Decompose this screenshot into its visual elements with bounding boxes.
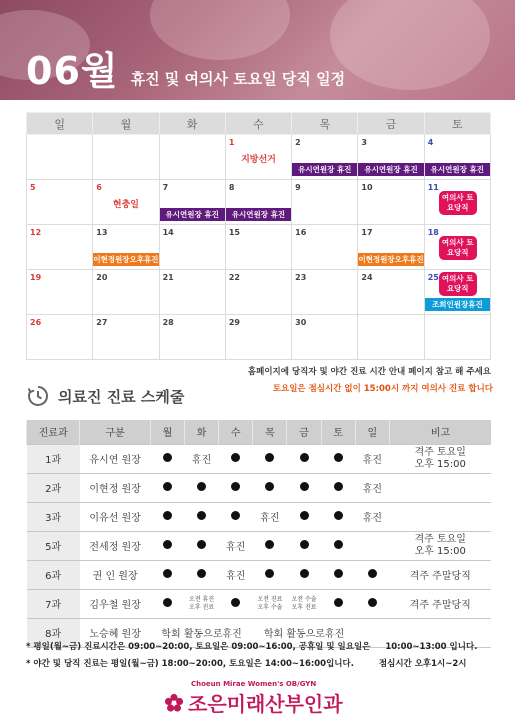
note-line: 격주 토요일 — [414, 533, 466, 545]
split-line: 오후 수술 — [257, 603, 283, 611]
doctor-name: 전세정 원장 — [80, 531, 150, 560]
calendar-cell-empty — [27, 135, 93, 180]
day-number: 19 — [30, 273, 42, 282]
doctor-name: 이현정 원장 — [80, 473, 150, 502]
dept-cell: 1과 — [27, 444, 80, 473]
table-row — [27, 531, 492, 560]
female-doctor-badge: 여의사 토요당직 — [439, 272, 477, 296]
available-dot — [163, 511, 172, 520]
calendar-cell — [424, 180, 490, 225]
split-cell — [287, 589, 321, 618]
available-dot — [163, 540, 172, 549]
available-dot — [197, 569, 206, 578]
day-number: 18 — [427, 228, 439, 237]
off-tag: 이현정원장오후휴진 — [93, 255, 159, 264]
header-name: 구분 — [80, 420, 150, 444]
calendar-cell — [159, 315, 225, 360]
note-cell — [389, 473, 491, 502]
header-note: 비고 — [389, 420, 491, 444]
available-dot — [163, 569, 172, 578]
weekday-thu: 목 — [292, 113, 358, 135]
banner-subtitle: 휴진 및 여의사 토요일 당직 일정 — [130, 70, 346, 88]
note-cell: 격주 주말당직 — [389, 589, 491, 618]
table-row — [27, 473, 492, 502]
calendar-cell — [159, 270, 225, 315]
off-tag: 유시연원장 휴진 — [425, 163, 490, 176]
calendar-cell-empty — [93, 135, 159, 180]
off-tag: 유시연원장 휴진 — [292, 163, 357, 176]
note-cell — [389, 444, 491, 473]
calendar-cell — [93, 270, 159, 315]
female-doctor-badge: 여의사 토요당직 — [439, 236, 477, 260]
footer-night-line — [26, 657, 467, 669]
table-row — [27, 589, 492, 618]
header-dept: 진료과 — [27, 420, 80, 444]
day-number: 27 — [96, 318, 108, 327]
day-number: 25 — [427, 273, 439, 282]
available-dot — [334, 511, 343, 520]
off-tag: 유시연원장 휴진 — [160, 208, 225, 221]
day-number: 9 — [295, 183, 301, 192]
day-number: 3 — [361, 138, 367, 147]
banner-title — [26, 40, 345, 95]
header-banner — [0, 0, 515, 100]
day-number: 15 — [228, 228, 240, 237]
day-number: 22 — [228, 273, 240, 282]
note-cell — [389, 531, 491, 560]
dept-cell: 5과 — [27, 531, 80, 560]
header-fri: 금 — [287, 420, 321, 444]
calendar-cell — [93, 315, 159, 360]
calendar-cell — [358, 225, 424, 270]
june-calendar — [26, 112, 491, 360]
day-number: 26 — [30, 318, 42, 327]
day-number: 14 — [162, 228, 174, 237]
available-dot — [163, 482, 172, 491]
available-dot — [163, 453, 172, 462]
off-cell: 휴진 — [355, 502, 389, 531]
available-dot — [265, 482, 274, 491]
empty-cell — [355, 531, 389, 560]
dept-cell: 7과 — [27, 589, 80, 618]
calendar-cell — [292, 315, 358, 360]
off-cell: 휴진 — [355, 444, 389, 473]
available-dot — [300, 569, 309, 578]
header-wed: 수 — [219, 420, 253, 444]
day-number: 20 — [96, 273, 108, 282]
calendar-cell — [159, 180, 225, 225]
footer-text: 점심시간 오후1시~2시 — [378, 659, 467, 669]
calendar-cell — [225, 135, 291, 180]
doctor-name: 유시연 원장 — [80, 444, 150, 473]
day-number: 12 — [30, 228, 42, 237]
calendar-cell — [424, 225, 490, 270]
homepage-notice: 홈페이지에 당직자 및 야간 진료 시간 안내 페이지 참고 해 주세요 — [247, 367, 491, 377]
day-number: 16 — [295, 228, 307, 237]
petal-decoration — [330, 0, 490, 90]
day-number: 7 — [162, 183, 169, 192]
dept-cell: 6과 — [27, 560, 80, 589]
available-dot — [163, 598, 172, 607]
calendar-cell — [292, 135, 358, 180]
flower-icon — [164, 693, 184, 713]
available-dot — [231, 598, 240, 607]
day-number: 4 — [427, 138, 434, 147]
table-row — [27, 502, 492, 531]
calendar-cell-empty — [159, 135, 225, 180]
day-number: 29 — [228, 318, 240, 327]
available-dot — [231, 482, 240, 491]
calendar-cell — [225, 315, 291, 360]
available-dot — [300, 453, 309, 462]
off-cell: 휴진 — [219, 560, 253, 589]
available-dot — [334, 482, 343, 491]
doctor-schedule-table — [26, 420, 491, 648]
available-dot — [265, 569, 274, 578]
available-dot — [368, 569, 377, 578]
header-sun: 일 — [355, 420, 389, 444]
split-line: 오후 진료 — [189, 603, 215, 611]
off-tag: 유시연원장 휴진 — [226, 208, 291, 221]
table-row — [27, 560, 492, 589]
split-cell — [253, 589, 287, 618]
header-sat: 토 — [321, 420, 355, 444]
calendar-cell-empty — [358, 315, 424, 360]
brand-english: Choeun Mirae Women's OB/GYN — [191, 680, 317, 688]
day-number: 10 — [361, 183, 373, 192]
weekday-fri: 금 — [358, 113, 424, 135]
split-line: 오전 휴진 — [189, 595, 215, 603]
available-dot — [231, 511, 240, 520]
available-dot — [265, 540, 274, 549]
header-mon: 월 — [150, 420, 184, 444]
calendar-cell — [27, 315, 93, 360]
weekday-tue: 화 — [159, 113, 225, 135]
day-number: 1 — [228, 138, 235, 147]
day-number: 21 — [162, 273, 174, 282]
split-cell — [185, 589, 219, 618]
saturday-notice: 토요일은 점심시간 없이 15:00시 까지 여의사 진료 합니다 — [272, 384, 493, 394]
available-dot — [334, 540, 343, 549]
available-dot — [300, 540, 309, 549]
available-dot — [334, 453, 343, 462]
off-cell: 휴진 — [185, 444, 219, 473]
calendar-cell — [358, 180, 424, 225]
day-number: 17 — [361, 228, 373, 237]
off-cell: 휴진 — [219, 531, 253, 560]
calendar-cell — [27, 180, 93, 225]
note-cell — [389, 502, 491, 531]
holiday-label: 현충일 — [112, 200, 139, 210]
available-dot — [300, 482, 309, 491]
day-number: 5 — [30, 183, 36, 192]
doctor-name: 노승혜 원장 — [80, 618, 150, 647]
dept-cell: 2과 — [27, 473, 80, 502]
footer-hours-line — [26, 640, 477, 652]
schedule-heading — [26, 384, 184, 408]
calendar-cell — [93, 225, 159, 270]
footer-text: * 야간 및 당직 진료는 평일(월~금) 18:00~20:00, 토요일은 14:00~16:00입니다. — [26, 659, 354, 669]
calendar-cell — [292, 225, 358, 270]
available-dot — [265, 453, 274, 462]
split-line: 오전 수술 — [291, 595, 317, 603]
day-number: 2 — [295, 138, 301, 147]
note-cell: 격주 주말당직 — [389, 560, 491, 589]
off-tag: 조희인원장휴진 — [425, 298, 490, 311]
calendar-cell — [93, 180, 159, 225]
female-doctor-badge: 여의사 토요당직 — [439, 191, 477, 215]
footer-text: 10:00~13:00 입니다. — [385, 642, 478, 652]
clock-icon — [26, 384, 50, 408]
calendar-cell — [424, 270, 490, 315]
calendar-cell — [27, 225, 93, 270]
available-dot — [300, 511, 309, 520]
calendar-cell — [424, 135, 490, 180]
header-tue: 화 — [185, 420, 219, 444]
note-line: 오후 15:00 — [414, 458, 466, 470]
month-title: 06월 — [26, 49, 119, 93]
conference-cell: 학회 활동으로휴진 — [150, 618, 252, 647]
available-dot — [197, 540, 206, 549]
split-line: 오전 진료 — [257, 595, 283, 603]
available-dot — [368, 598, 377, 607]
available-dot — [197, 511, 206, 520]
available-dot — [334, 569, 343, 578]
calendar-cell — [225, 270, 291, 315]
weekday-wed: 수 — [225, 113, 291, 135]
header-thu: 목 — [253, 420, 287, 444]
off-tag: 이현정원장오후휴진 — [358, 255, 424, 264]
weekday-sat: 토 — [424, 113, 490, 135]
doctor-name: 김우철 원장 — [80, 589, 150, 618]
day-number: 6 — [96, 183, 102, 192]
day-number: 23 — [295, 273, 307, 282]
calendar-cell — [225, 225, 291, 270]
dept-cell: 3과 — [27, 502, 80, 531]
day-number: 13 — [96, 228, 108, 237]
note-line: 오후 15:00 — [414, 545, 466, 557]
calendar-cell — [358, 270, 424, 315]
calendar-cell — [292, 270, 358, 315]
split-line: 오후 진료 — [291, 603, 317, 611]
day-number: 11 — [427, 183, 439, 192]
day-number: 30 — [295, 318, 307, 327]
calendar-cell — [159, 225, 225, 270]
off-cell: 휴진 — [253, 502, 287, 531]
available-dot — [197, 482, 206, 491]
day-number: 28 — [162, 318, 174, 327]
table-row — [27, 444, 492, 473]
note-line: 격주 토요일 — [414, 446, 466, 458]
brand-name: 조은미래산부인과 — [188, 692, 343, 716]
weekday-mon: 월 — [93, 113, 159, 135]
conference-cell: 학회 활동으로휴진 — [253, 618, 355, 647]
weekday-sun: 일 — [27, 113, 93, 135]
schedule-title: 의료진 진료 스케줄 — [58, 387, 185, 406]
calendar-cell — [358, 135, 424, 180]
footer-text: * 평일(월~금) 진료시간은 09:00~20:00, 토요일은 09:00~16:00, 공휴일 및 일요일은 — [26, 642, 371, 652]
calendar-cell — [292, 180, 358, 225]
brand-logo — [164, 688, 343, 717]
calendar-cell — [27, 270, 93, 315]
holiday-label: 지방선거 — [241, 155, 276, 165]
doctor-name: 이유선 원장 — [80, 502, 150, 531]
available-dot — [231, 453, 240, 462]
dept-cell: 8과 — [27, 618, 80, 647]
available-dot — [334, 598, 343, 607]
off-cell: 휴진 — [355, 473, 389, 502]
day-number: 8 — [228, 183, 235, 192]
doctor-name: 권 인 원장 — [80, 560, 150, 589]
calendar-cell — [225, 180, 291, 225]
off-tag: 유시연원장 휴진 — [358, 163, 423, 176]
calendar-cell-empty — [424, 315, 490, 360]
day-number: 24 — [361, 273, 373, 282]
